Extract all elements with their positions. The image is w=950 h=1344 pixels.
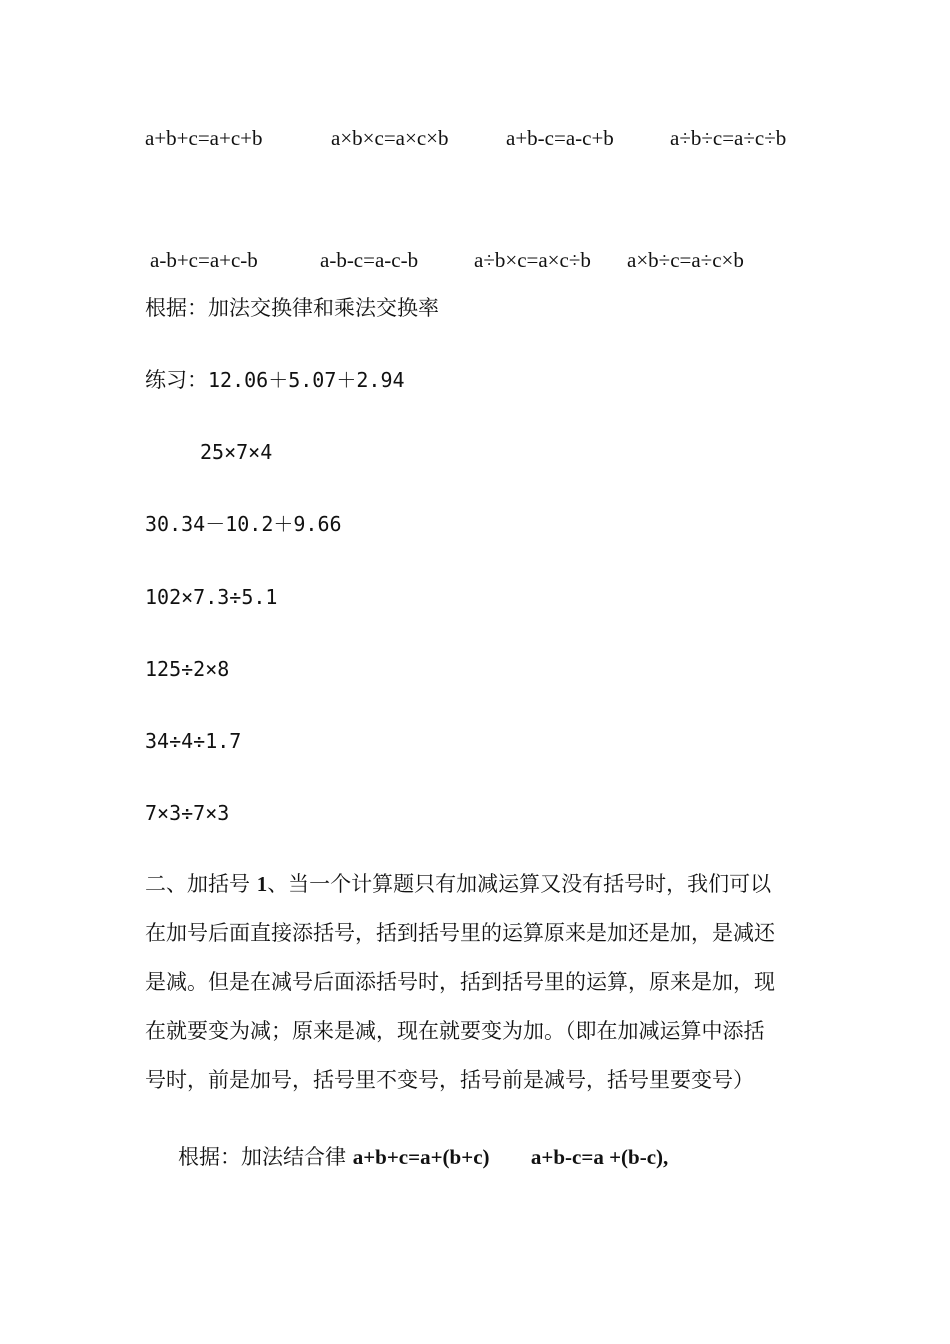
practice-item: 30.34－10.2＋9.66 — [145, 512, 342, 536]
practice-item: 102×7.3÷5.1 — [145, 585, 278, 609]
paragraph-text: 、当一个计算题只有加减运算又没有括号时，我们可以 — [267, 872, 772, 896]
practice-line-1 — [145, 366, 405, 394]
paragraph-line — [145, 860, 815, 909]
practice-item: 25×7×4 — [200, 440, 273, 464]
practice-item: 12.06＋5.07＋2.94 — [208, 368, 405, 392]
practice-item: 125÷2×8 — [145, 657, 230, 681]
rule-2-3: a÷b×c=a×c÷b — [474, 248, 591, 272]
basis-associative — [178, 1143, 668, 1171]
rule-1-4: a÷b÷c=a÷c÷b — [670, 126, 787, 150]
rule-2-4: a×b÷c=a÷c×b — [627, 248, 744, 272]
practice-label: 练习： — [145, 368, 208, 392]
paragraph-line: 在加号后面直接添括号，括到括号里的运算原来是加还是加，是减还 — [145, 921, 775, 945]
paragraph-line: 是减。但是在减号后面添括号时，括到括号里的运算，原来是加，现 — [145, 970, 775, 994]
rule-2-2: a-b-c=a-c-b — [320, 248, 419, 272]
rule-2-1: a-b+c=a+c-b — [150, 248, 258, 272]
paragraph-line: 在就要变为减；原来是减，现在就要变为加。（即在加减运算中添括 — [145, 1019, 765, 1043]
section-number: 1 — [256, 872, 268, 896]
practice-item: 7×3÷7×3 — [145, 801, 230, 825]
basis-commutative: 根据：加法交换律和乘法交换率 — [145, 296, 439, 320]
section-heading: 二、加括号 — [145, 872, 257, 896]
practice-item: 34÷4÷1.7 — [145, 729, 242, 753]
section-add-parentheses — [145, 860, 815, 1105]
formula-associative-2: a+b-c=a +(b-c), — [530, 1145, 669, 1169]
rule-1-2: a×b×c=a×c×b — [331, 126, 449, 150]
basis-label: 根据：加法结合律 — [178, 1145, 353, 1169]
rule-1-1: a+b+c=a+c+b — [145, 126, 263, 150]
formula-associative-1: a+b+c=a+(b+c) — [352, 1145, 490, 1169]
paragraph-line: 号时，前是加号，括号里不变号，括号前是减号，括号里要变号） — [145, 1068, 754, 1092]
rule-1-3: a+b-c=a-c+b — [506, 126, 614, 150]
